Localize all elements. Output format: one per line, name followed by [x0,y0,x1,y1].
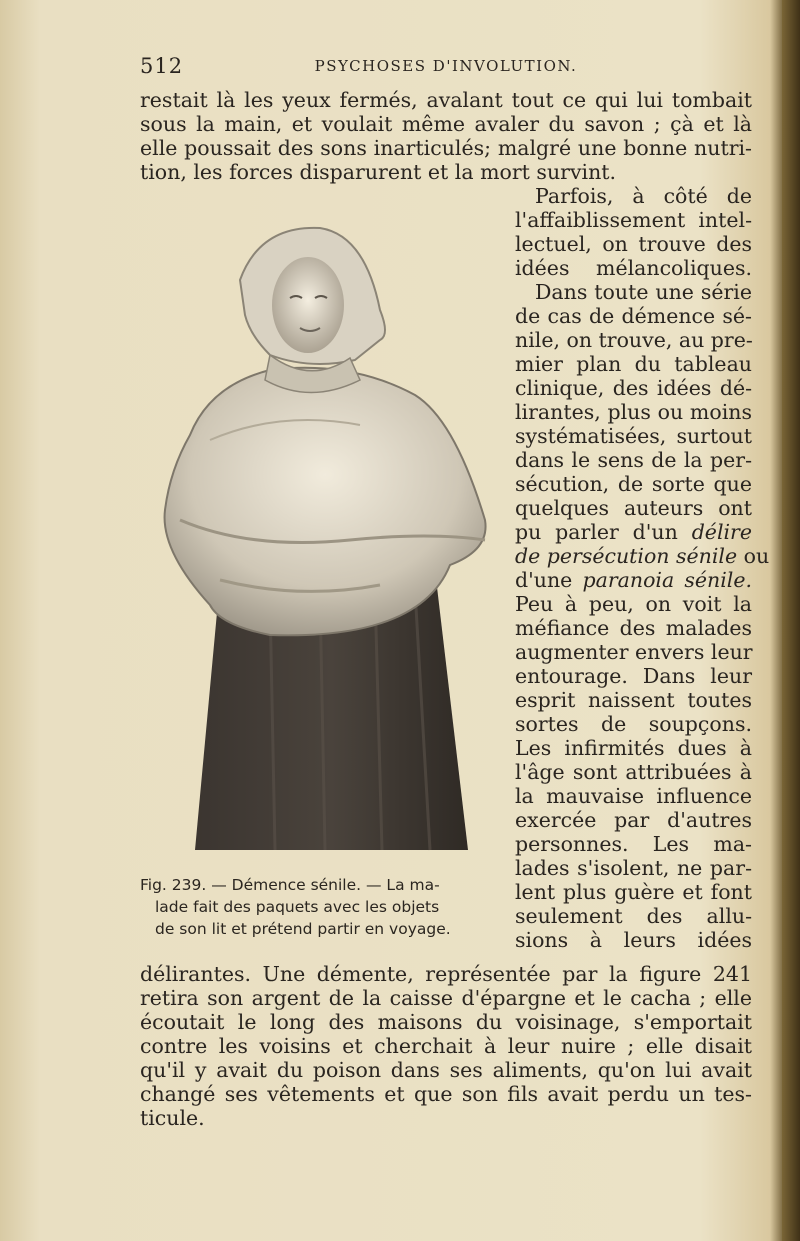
text-fragment: ou [743,544,770,568]
running-title: PSYCHOSES D'INVOLUTION. [314,57,578,75]
text-line: mier plan du tableau [515,352,752,376]
text-line: écoutait le long des maisons du voisinage, s'emportait [140,1010,752,1034]
face [272,257,344,353]
text-fragment: d'une [515,568,573,592]
text-line: l'âge sont attribuées à [515,760,752,784]
page-number: 512 [140,54,184,78]
text-line: personnes. Les ma- [515,832,752,856]
text-line: elle poussait des sons inarticulés; malgré une bonne nutri- [140,136,752,160]
text-line: qu'il y avait du poison dans ses aliments, qu'on lui avait [140,1058,752,1082]
text-line [515,544,770,568]
figure-caption [140,874,502,940]
right-column-text [515,184,770,952]
text-line: Parfois, à côté de [535,184,752,208]
text-line: lectuel, on trouve des [515,232,752,256]
italic-term: de persécution sénile [515,544,738,568]
text-line: restait là les yeux fermés, avalant tout ce qui lui tombait [140,88,752,112]
text-line: la mauvaise influence [515,784,752,808]
text-line: augmenter envers leur [515,640,753,664]
text-line: systématisées, surtout [515,424,752,448]
text-line: délirantes. Une démente, représentée par la figure 241 [140,962,752,986]
page-edge-shadow [782,0,800,1241]
text-line: de cas de démence sé- [515,304,752,328]
text-line: Dans toute une série [535,280,752,304]
text-line: seulement des allu- [515,904,752,928]
text-line: lent plus guère et font [515,880,752,904]
text-line: idées mélancoliques. [515,256,752,280]
text-line [515,568,752,592]
text-line: clinique, des idées dé- [515,376,752,400]
text-fragment: pu parler d'un [515,520,678,544]
italic-term: paranoia sénile. [582,568,752,592]
text-line: sortes de soupçons. [515,712,752,736]
text-line: sions à leurs idées [515,928,752,952]
text-line: esprit naissent toutes [515,688,752,712]
closing-paragraph [140,962,752,1130]
italic-term: délire [691,520,752,544]
text-line: contre les voisins et cherchait à leur nuire ; elle disait [140,1034,752,1058]
opening-paragraph [140,88,752,184]
text-line [515,520,752,544]
text-line: l'affaiblissement intel- [515,208,752,232]
photograph-figure [150,220,495,852]
text-line: lirantes, plus ou moins [515,400,752,424]
text-line: nile, on trouve, au pre- [515,328,753,352]
text-line: retira son argent de la caisse d'épargne et le cacha ; elle [140,986,752,1010]
caption-line: lade fait des paquets avec les objets [155,898,440,916]
text-line: changé ses vêtements et que son fils avait perdu un tes- [140,1082,752,1106]
text-line: dans le sens de la per- [515,448,752,472]
text-line: quelques auteurs ont [515,496,752,520]
caption-line: de son lit et prétend partir en voyage. [155,920,451,938]
text-line: lades s'isolent, ne par- [515,856,752,880]
text-line: méfiance des malades [515,616,752,640]
text-line: sous la main, et voulait même avaler du savon ; çà et là [140,112,752,136]
text-line: entourage. Dans leur [515,664,752,688]
text-line: ticule. [140,1106,205,1130]
text-line: sécution, de sorte que [515,472,752,496]
text-line: Les infirmités dues à [515,736,752,760]
caption-line: Fig. 239. — Démence sénile. — La ma- [140,876,440,894]
text-line: Peu à peu, on voit la [515,592,752,616]
text-line: tion, les forces disparurent et la mort survint. [140,160,617,184]
page-header [140,54,752,84]
text-line: exercée par d'autres [515,808,752,832]
patient-photograph [150,220,495,852]
